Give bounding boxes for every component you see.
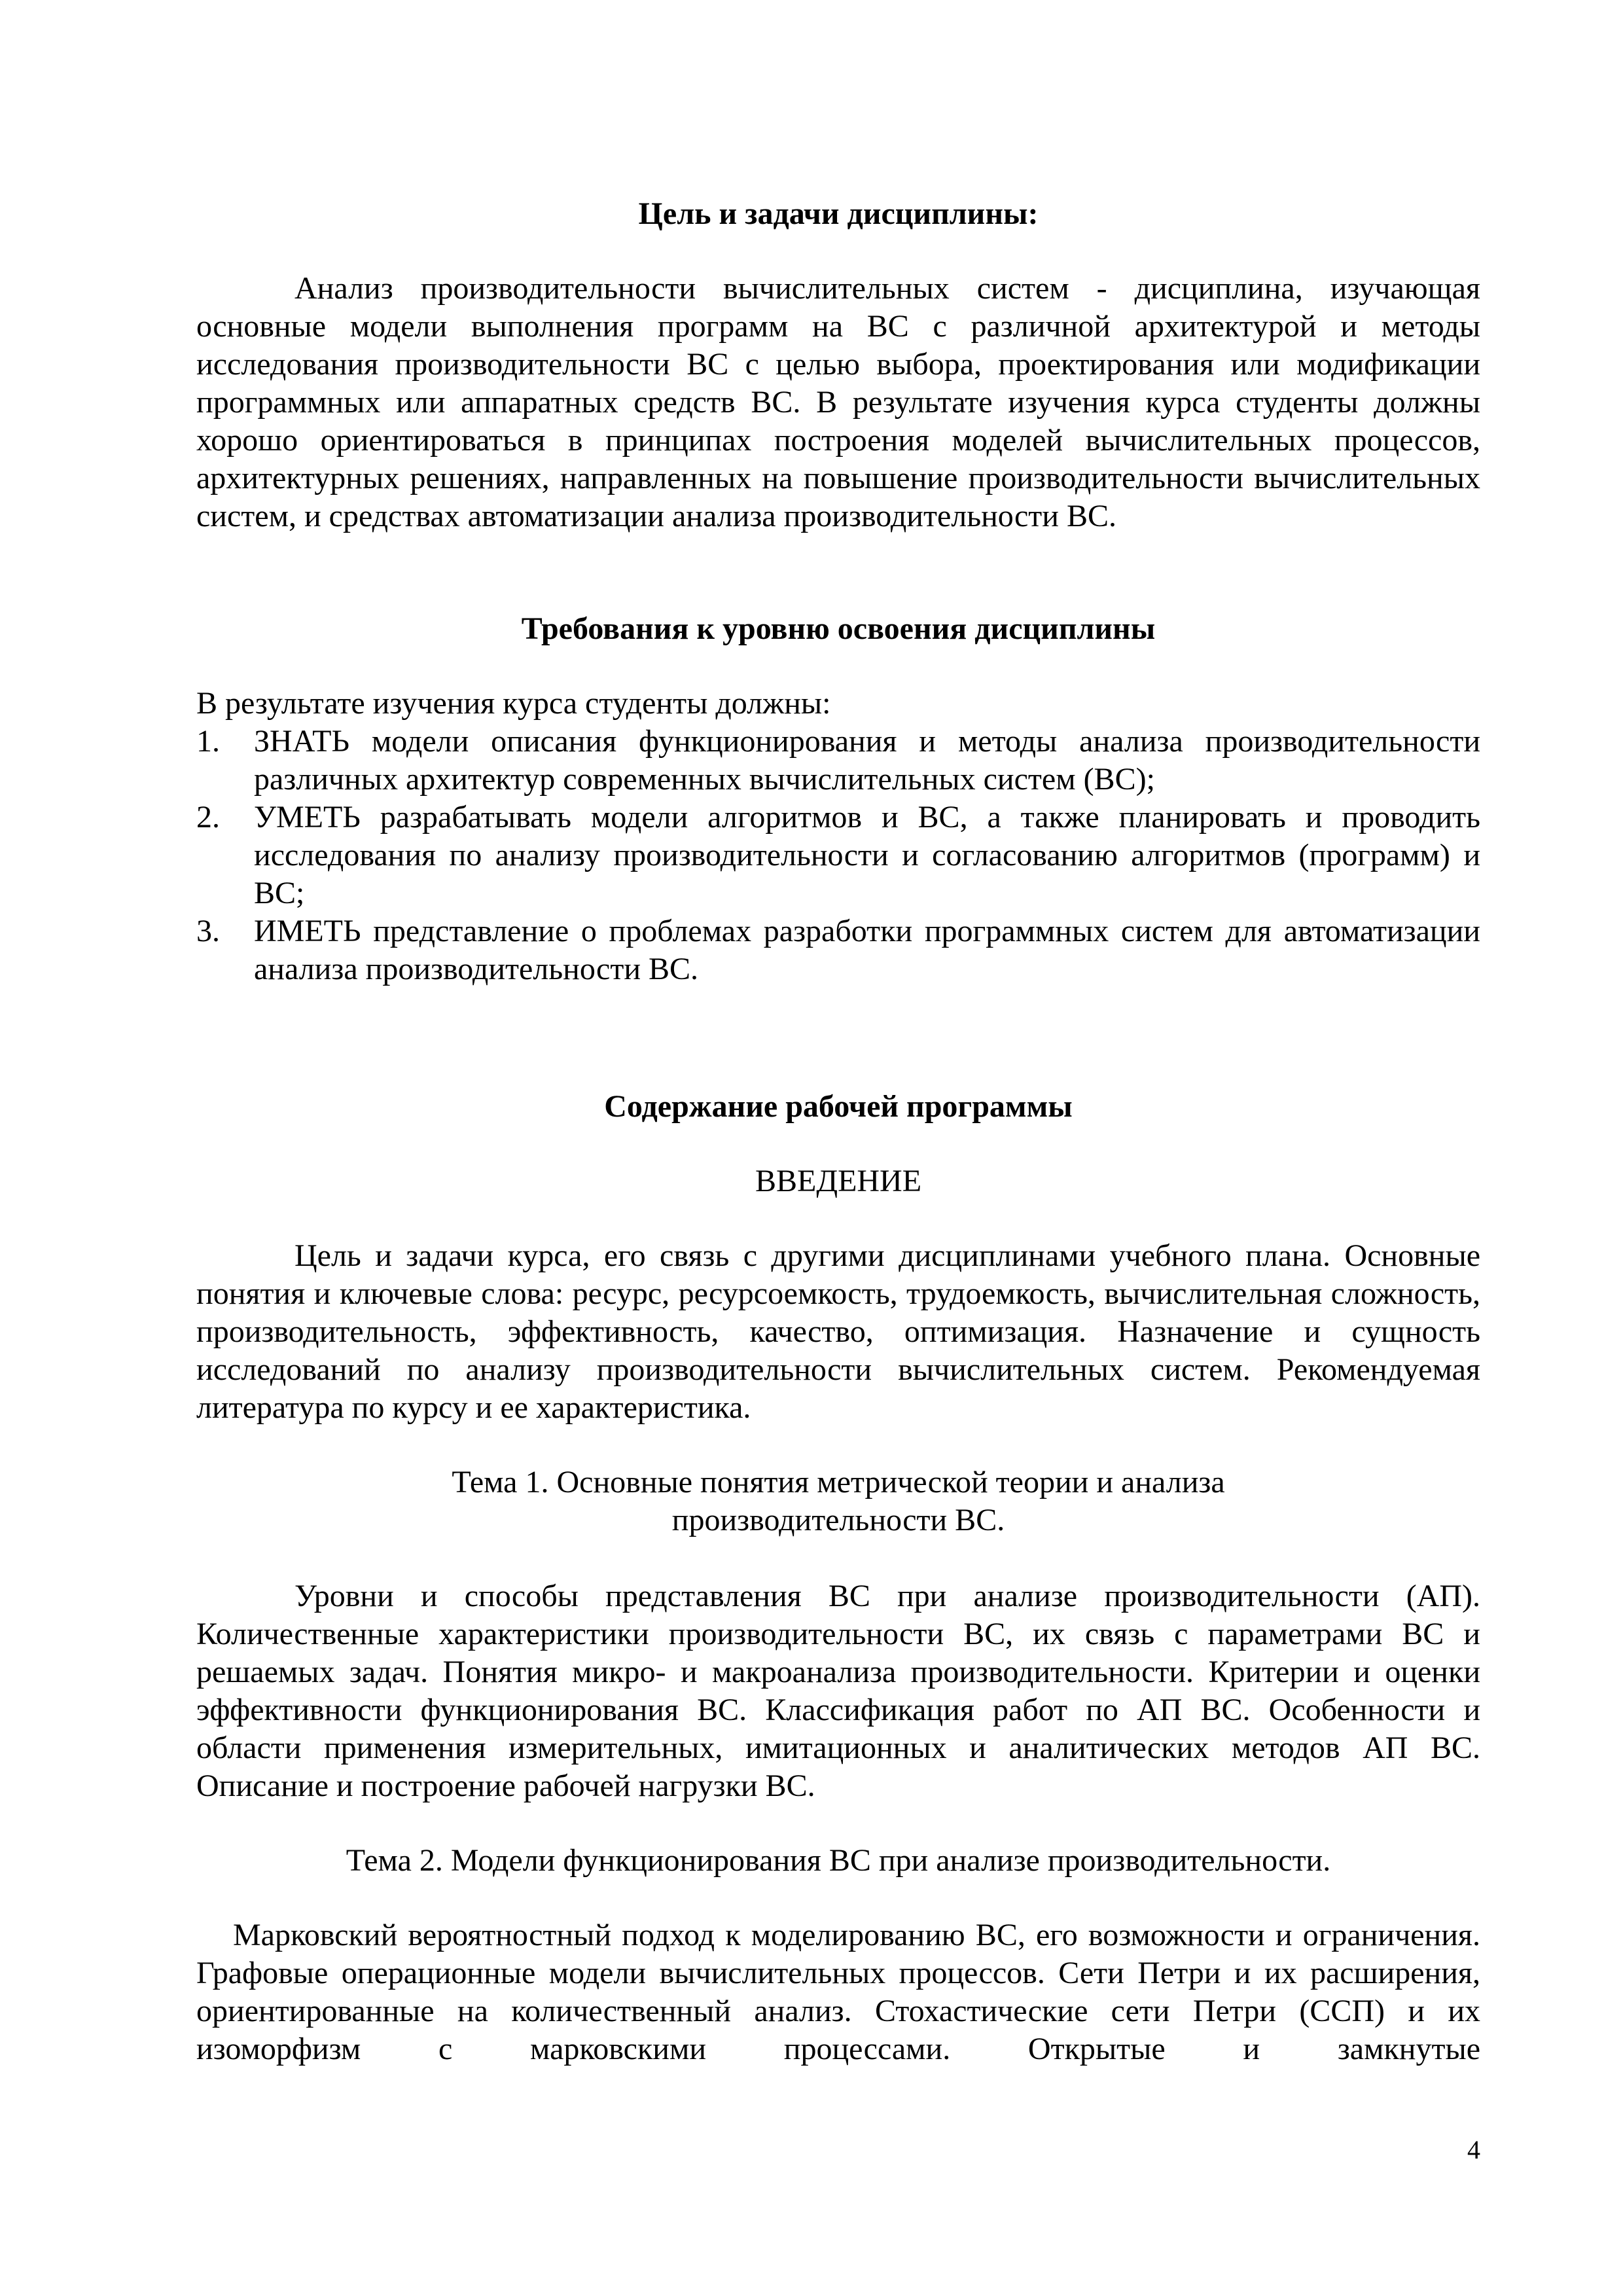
requirement-text: ЗНАТЬ модели описания функционирования и методы анализа производительности различных архитектур современных вычислительных систем (ВС); <box>254 724 1480 797</box>
requirement-item <box>196 798 1480 912</box>
page-number: 4 <box>1467 2135 1480 2164</box>
requirements-list <box>196 723 1480 988</box>
topic1-title-line1: Тема 1. Основные понятия метрической теории и анализа <box>452 1465 1225 1499</box>
topic2-title: Тема 2. Модели функционирования ВС при анализе производительности. <box>346 1843 1331 1878</box>
requirements-heading: Требования к уровню освоения дисциплины <box>521 611 1156 646</box>
goals-paragraph: Анализ производительности вычислительных систем - дисциплина, изучающая основные модели выполнения программ на ВС с различной архитектурой и методы исследования производительности ВС с целью выбора, проектирования или модификации программных или аппаратных средств ВС. В результате изучения курса студенты должны хорошо ориентироваться в принципах построения моделей вычислительных процессов, архитектурных решениях, направленных на повышение производительности вычислительных систем, и средствах автоматизации анализа производительности ВС. <box>196 271 1480 533</box>
requirements-intro: В результате изучения курса студенты должны: <box>196 686 831 721</box>
intro-paragraph: Цель и задачи курса, его связь с другими дисциплинами учебного плана. Основные понятия и ключевые слова: ресурс, ресурсоемкость, трудоемкость, вычислительная сложность, производительность, эффективность, качество, оптимизация. Назначение и сущность исследований по анализу производительности вычислительных систем. Рекомендуемая литература по курсу и ее характеристика. <box>196 1238 1480 1425</box>
intro-title: ВВЕДЕНИЕ <box>755 1164 922 1198</box>
requirement-number: 2. <box>196 800 220 834</box>
requirement-item <box>196 912 1480 988</box>
requirement-text: ИМЕТЬ представление о проблемах разработки программных систем для автоматизации анализа производительности ВС. <box>254 914 1480 986</box>
topic2-paragraph: Марковский вероятностный подход к моделированию ВС, его возможности и ограничения. Графовые операционные модели вычислительных процессов. Сети Петри и их расширения, ориентированные на количественный анализ. Стохастические сети Петри (ССП) и их изоморфизм с марковскими процессами. Открытые и замкнутые <box>196 1918 1480 2066</box>
goals-heading: Цель и задачи дисциплины: <box>638 196 1039 231</box>
topic1-paragraph: Уровни и способы представления ВС при анализе производительности (АП). Количественные характеристики производительности ВС, их связь с параметрами ВС и решаемых задач. Понятия микро- и макроанализа производительности. Критерии и оценки эффективности функционирования ВС. Классификация работ по АП ВС. Особенности и области применения измерительных, имитационных и аналитических методов АП ВС. Описание и построение рабочей нагрузки ВС. <box>196 1579 1480 1803</box>
requirement-number: 1. <box>196 724 220 759</box>
topic1-title-line2: производительности ВС. <box>671 1503 1005 1537</box>
requirement-number: 3. <box>196 914 220 948</box>
requirement-item <box>196 723 1480 798</box>
program-heading: Содержание рабочей программы <box>604 1089 1073 1124</box>
requirement-text: УМЕТЬ разрабатывать модели алгоритмов и ВС, а также планировать и проводить исследования по анализу производительности и согласованию алгоритмов (программ) и ВС; <box>254 800 1480 910</box>
